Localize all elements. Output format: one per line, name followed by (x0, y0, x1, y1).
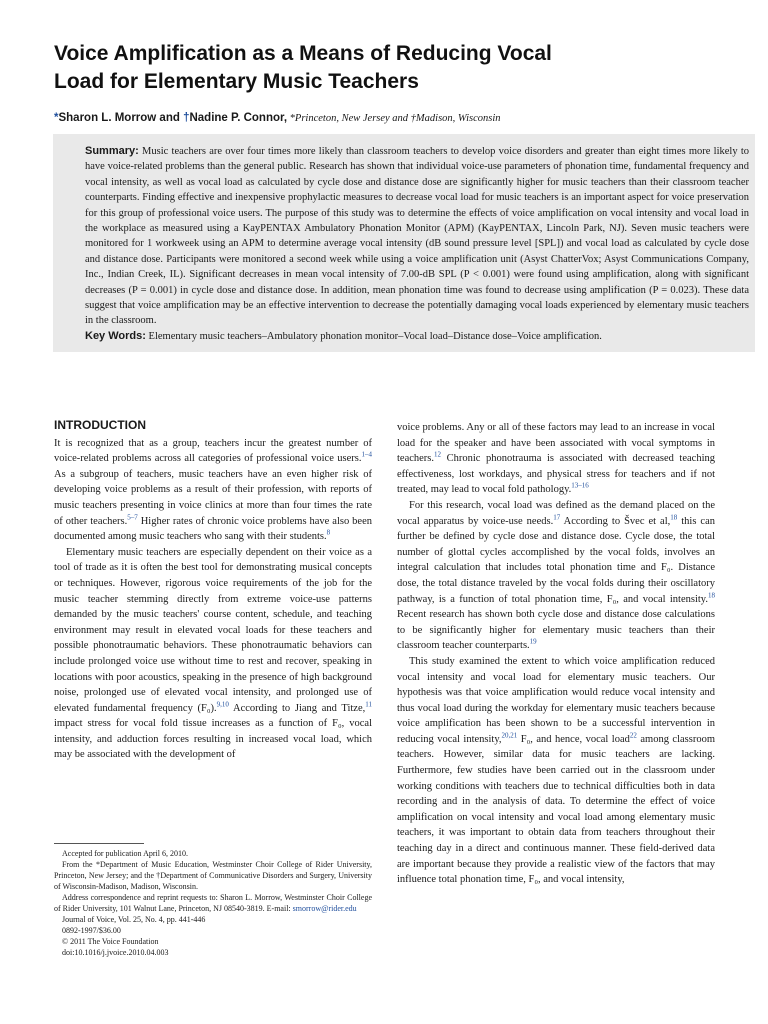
intro-paragraph-1 (54, 436, 372, 545)
article-title (54, 40, 734, 96)
text-run: Elementary music teachers are especially dependent on their voice as a tool of trade as it is often the best tool for demonstrating musical concepts or techniques. However, rigorous voice requirements of the job for the music teacher stemming directly from extreme voice-use patterns demanded by the music teachers' course content, schedule, and teaching environment may result in elevated vocal loads for these teachers and possible phonotraumatic behaviors. These phonotraumatic behaviors can include prolonged voice use without time to rest and recover, speaking in locations with poor acoustics, speaking in the presence of high background noise, prolonged use of elevated vocal intensity, and prolonged use of elevated fundamental frequency (F₀). (54, 546, 372, 714)
text-run: For this research, vocal load was defined as the demand placed on the vocal apparatus by voice-use needs. (397, 499, 715, 527)
summary-label: Summary: (85, 145, 139, 157)
author-line (54, 112, 754, 124)
text-run: Higher rates of chronic voice problems have also been documented among music teachers who sang with their students. (54, 515, 372, 543)
citation-link[interactable]: 20,21 (501, 731, 518, 740)
right-column (397, 420, 715, 888)
citation-link[interactable]: 9,10 (216, 700, 229, 709)
citation-link[interactable]: 13–16 (571, 481, 589, 490)
citation-link[interactable]: 12 (434, 450, 442, 459)
citation-link[interactable]: 1–4 (361, 450, 372, 459)
citation-link[interactable]: 17 (553, 513, 561, 522)
text-run: Chronic phonotrauma is associated with decreased teaching effectiveness, lost workdays, and physical stress for teachers and if not treated, may lead to vocal fold pathology. (397, 453, 715, 496)
citation-link[interactable]: 18 (670, 513, 678, 522)
text-run: this can further be defined by cycle dose and distance dose. Cycle dose, the total number of glottal cycles accomplished by the vocal folds, involves an integral calculation that includes total phonation time and F₀. Distance dose, the total distance traveled by the vocal folds during their oscillatory pathway, is a function of total phonation time, F₀, and vocal intensity. (397, 515, 715, 605)
keywords-text: Elementary music teachers–Ambulatory phonation monitor–Vocal load–Distance dose–Voice amplification. (145, 330, 602, 342)
citation-link[interactable]: 11 (365, 700, 372, 709)
author1-mark: * (54, 112, 59, 124)
author1-name: Sharon L. Morrow and (58, 112, 184, 124)
author-affiliation: *Princeton, New Jersey and †Madison, Wisconsin (287, 113, 501, 124)
citation-link[interactable]: 5–7 (127, 513, 138, 522)
text-run: impact stress for vocal fold tissue increases as a function of F₀, vocal intensity, and adduction forces resulting in increased vocal load, which may be associated with the development of (54, 718, 372, 761)
text-run: Address correspondence and reprint requests to: Sharon L. Morrow, Westminster Choir College of Rider University, 101 Walnut Lane, Princeton, NJ 08540-3819. E-mail: (54, 893, 372, 913)
footnote-from: From the *Department of Music Education, Westminster Choir College of Rider University, Princeton, New Jersey; and the †Department of Communicative Disorders and Surgery, University of Wisconsin-Madison, Madison, Wisconsin. (54, 860, 372, 891)
text-run: F₀, and hence, vocal load (517, 733, 630, 745)
footnote-journal: Journal of Voice, Vol. 25, No. 4, pp. 441-446 (62, 915, 206, 924)
title-line-2: Load for Elementary Music Teachers (54, 70, 419, 93)
citation-link[interactable]: 22 (629, 731, 637, 740)
citation-link[interactable]: 19 (529, 637, 537, 646)
abstract-keywords (85, 329, 749, 344)
text-run: According to Švec et al, (560, 515, 671, 527)
footnote-divider (54, 843, 144, 844)
abstract-summary (85, 144, 749, 329)
text-run: According to Jiang and Titze, (228, 702, 366, 714)
left-column (54, 418, 372, 763)
text-run: As a subgroup of teachers, music teachers have an even higher risk of developing voice problems as a result of their profession, with reports of music teachers presenting in voice clinics at more than four times the rate of other teachers. (54, 468, 372, 527)
footnote-accepted: Accepted for publication April 6, 2010. (62, 849, 188, 858)
footnotes (54, 848, 372, 958)
footnote-issn: 0892-1997/$36.00 (62, 926, 121, 935)
text-run: It is recognized that as a group, teachers incur the greatest number of voice-related problems across all categories of professional voice users. (54, 437, 372, 465)
author2-mark: † (183, 112, 190, 124)
intro-paragraph-2 (54, 545, 372, 763)
text-run: Recent research has shown both cycle dose and distance dose calculations to be significantly higher for elementary music teachers than their classroom teacher counterparts. (397, 609, 715, 652)
footnote-copyright: © 2011 The Voice Foundation (62, 937, 159, 946)
citation-link[interactable]: 8 (326, 528, 331, 537)
footnote-address (54, 892, 372, 914)
right-paragraph-1 (397, 420, 715, 498)
keywords-label: Key Words: (85, 329, 146, 342)
right-paragraph-3 (397, 654, 715, 888)
title-line-1: Voice Amplification as a Means of Reducing Vocal (54, 42, 552, 65)
email-link[interactable]: smorrow@rider.edu (292, 904, 357, 913)
footnote-doi[interactable]: doi:10.1016/j.jvoice.2010.04.003 (62, 948, 169, 957)
right-paragraph-2 (397, 498, 715, 654)
section-heading-introduction: INTRODUCTION (54, 418, 146, 432)
text-run: This study examined the extent to which voice amplification reduced vocal intensity and vocal load for elementary music teachers. Our hypothesis was that voice amplification would reduce vocal intensity and thus vocal load during the workday for elementary music teachers because voice amplification has been shown to be a successful intervention in reducing vocal intensity, (397, 655, 715, 745)
author2-name: Nadine P. Connor, (189, 112, 288, 124)
citation-link[interactable]: 18 (708, 591, 715, 600)
text-run: voice problems. Any or all of these factors may lead to an increase in vocal load for the speaker and have been associated with vocal symptoms in teachers. (397, 422, 715, 465)
abstract-box (53, 134, 755, 352)
text-run: among classroom teachers. However, similar data for music teachers are lacking. Furthermore, few studies have been carried out in the classroom under working conditions with teachers due to technical difficulties both in data recording and in the analysis of data. To determine the effect of voice amplification on vocal intensity and vocal load among elementary music teachers, it was important to obtain data from teachers throughout their teaching day in a direct and continuous manner. These field-derived data are important because they provide a realistic view of the factors that may influence total phonation time, F₀, and vocal intensity, (397, 733, 715, 886)
summary-text: Music teachers are over four times more likely than classroom teachers to develop voice disorders and greater than eight times more likely to have voice-related problems than the general public. Research has shown that individual voice-use parameters of phonation time, fundamental frequency and vocal intensity, as well as vocal load as calculated by cycle dose and distance dose are significantly higher for music teachers than their classroom teacher counterparts. Finding effective and inexpensive prophylactic measures to decrease vocal load for music teachers is an important aspect for voice preservation for this group of professional voice users. The purpose of this study was to determine the effects of voice amplification on vocal intensity and vocal load in the workplace as measured using a KayPENTAX Ambulatory Phonation Monitor (APM) (KayPENTAX, Lincoln Park, NJ). Seven music teachers were monitored for 1 workweek using an APM to determine average vocal intensity (dB sound pressure level [SPL]) and vocal load as calculated by cycle dose and distance dose. Participants were monitored a second week while using a voice amplification unit (Asyst ChatterVox; Asyst Communications Company, Inc., Indian Creek, IL). Significant decreases in mean vocal intensity of 7.00-dB SPL (P < 0.001) were found using amplification, along with significant decreases (P = 0.001) in cycle dose and distance dose. In addition, mean phonation time was found to decrease using amplification (P = 0.023). These data suggest that voice amplification may be an effective intervention to decrease the potentially damaging vocal loads experienced by elementary music teachers in the classroom. (85, 146, 749, 327)
